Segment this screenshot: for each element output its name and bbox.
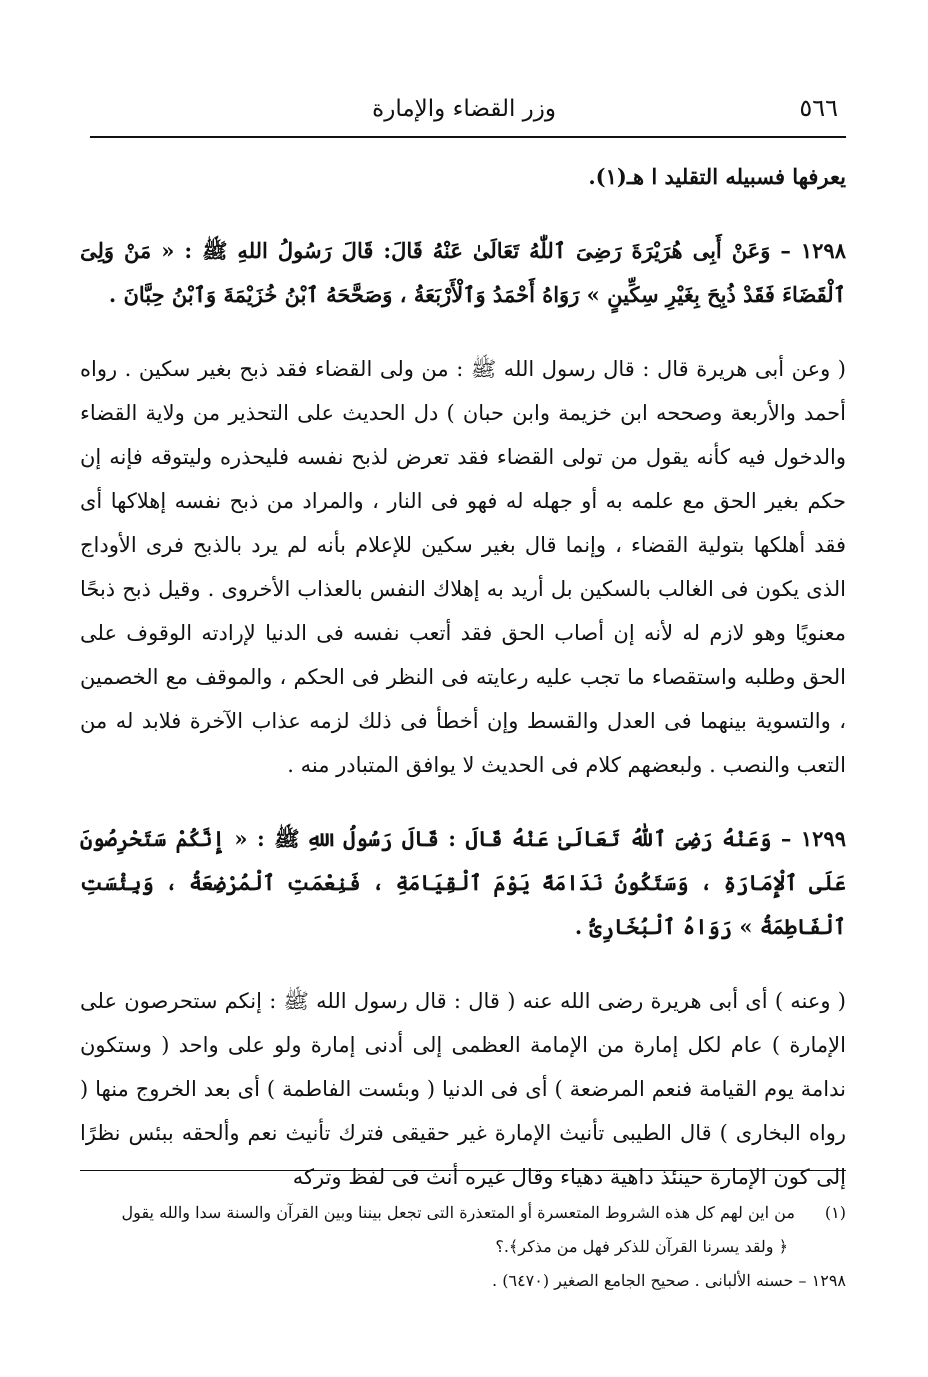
running-title: وزر القضاء والإمارة xyxy=(372,96,556,122)
carryover-line: يعرفها فسبيله التقليد ا هـ(١). xyxy=(588,164,846,189)
footnote-1 xyxy=(80,1196,846,1230)
footnote-2: ١٢٩٨ – حسنه الألبانى . صحيح الجامع الصغير (٦٤٧٠) . xyxy=(492,1271,846,1290)
footnote-divider xyxy=(80,1170,846,1171)
hadith-1299: ١٢٩٩ – وَعَنْهُ رَضِىَ ٱللّٰهُ تَعَالَىٰ عَنْهُ قَالَ : قَالَ رَسُولُ اللهِ ﷺ : « إِنَّكُمْ سَتَحْرِصُونَ عَلَى ٱلْإِمَارَةِ ، وَسَتَكُونُ نَدَامَةً يَوْمَ ٱلْقِيَامَةِ ، فَنِعْمَتِ ٱلْمُرْضِعَةُ ، وَبِئْسَتِ ٱلْفَاطِمَةُ » رَوَاهُ ٱلْبُخَارِىُّ . xyxy=(80,826,846,939)
commentary-1299: ( وعنه ) أى أبى هريرة رضى الله عنه ( قال : قال رسول الله ﷺ : إنكم ستحرصون على الإمارة ) عام لكل إمارة من الإمامة العظمى إلى أدنى إمارة ولو على واحد ( وستكون ندامة يوم القيامة فنعم المرضعة ) أى فى الدنيا ( وبئست الفاطمة ) أى بعد الخروج منها ( رواه البخارى ) قال الطيبى تأنيث الإمارة غير حقيقى فترك تأنيث نعم وألحقه ببئس نظرًا إلى كون الإمارة حينئذ داهية دهياء وقال غيره أنث فى لفظ وتركه xyxy=(80,989,846,1189)
footnote-1-text: من اين لهم كل هذه الشروط المتعسرة أو المتعذرة التى تجعل بيننا وبين القرآن والسنة سدا والله يقول xyxy=(121,1203,795,1222)
page-header xyxy=(90,92,846,132)
commentary-1298: ( وعن أبى هريرة قال : قال رسول الله ﷺ : من ولى القضاء فقد ذبح بغير سكين . رواه أحمد والأربعة وصححه ابن خزيمة وابن حبان ) دل الحديث على التحذير من ولاية القضاء والدخول فيه كأنه يقول من تولى القضاء فقد تعرض لذبح نفسه فليحذره وليتوقه فإنه إن حكم بغير الحق مع علمه به أو جهله له فهو فى النار ، والمراد من ذبح نفسه إهلاكها أى فقد أهلكها بتولية القضاء ، وإنما قال بغير سكين للإعلام بأنه لم يرد بالذبح فرى الأوداج الذى يكون فى الغالب بالسكين بل أريد به إهلاك النفس بالعذاب الأخروى . وقيل ذبح ذبحًا معنويًا وهو لازم له لأنه إن أصاب الحق فقد أتعب نفسه فى الدنيا لإرادته الوقوف على الحق وطلبه واستقصاء ما تجب عليه رعايته فى النظر فى الحكم ، والموقف مع الخصمين ، والتسوية بينهما فى العدل والقسط وإن أخطأ فى ذلك لزمه عذاب الآخرة فلابد له من التعب والنصب . ولبعضهم كلام فى الحديث لا يوافق المتبادر منه . xyxy=(80,357,846,777)
body-text xyxy=(80,155,846,1199)
footnote-marker: (١) xyxy=(824,1203,846,1222)
footnotes xyxy=(80,1196,846,1298)
footnote-1-continuation: ﴿ ولقد يسرنا القرآن للذكر فهل من مذكر﴾.؟ xyxy=(495,1237,788,1256)
hadith-1298: ١٢٩٨ – وَعَنْ أَبِى هُرَيْرَةَ رَضِىَ ٱللّٰهُ تَعَالَىٰ عَنْهُ قَالَ: قَالَ رَسُولُ اللهِ ﷺ : « مَنْ وَلِىَ ٱلْقَضَاءَ فَقَدْ ذُبِحَ بِغَيْرِ سِكِّينٍ » رَوَاهُ أَحْمَدُ وَٱلْأَرْبَعَةُ ، وَصَحَّحَهُ ٱبْنُ خُزَيْمَةَ وَٱبْنُ حِبَّانَ . xyxy=(80,238,846,307)
page-number: ٥٦٦ xyxy=(799,94,838,122)
header-divider xyxy=(90,136,846,138)
